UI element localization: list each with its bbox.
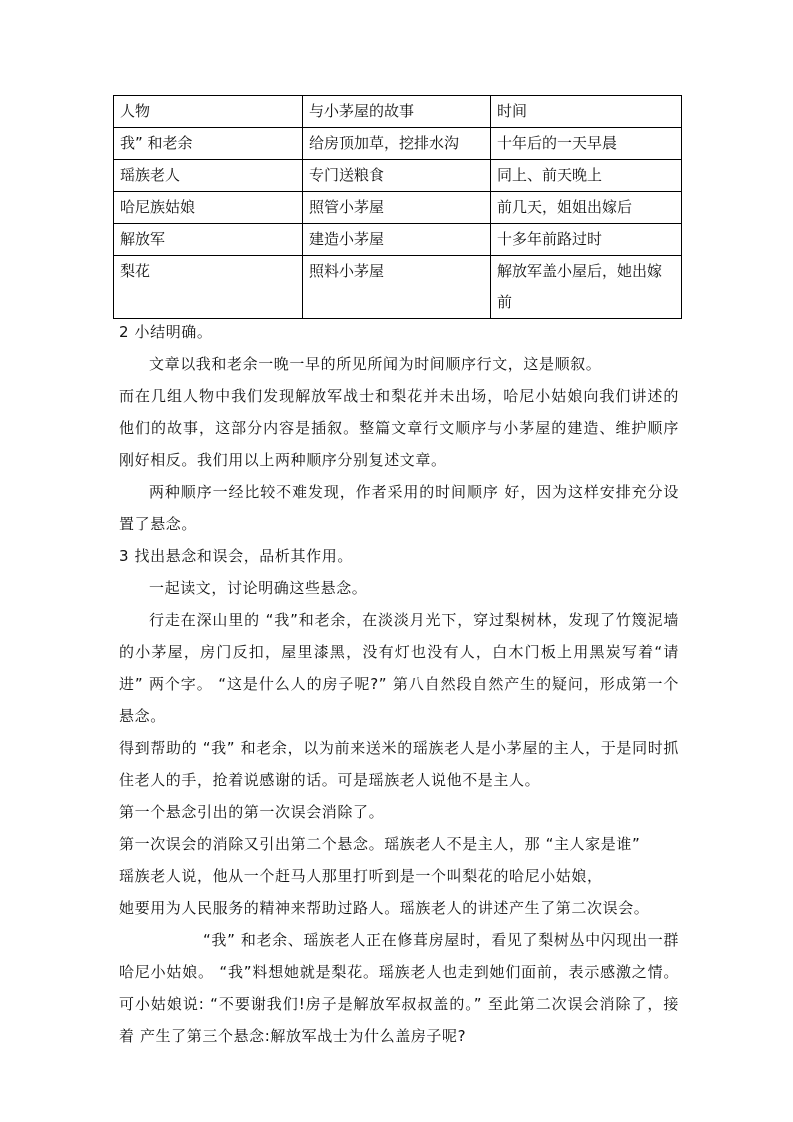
table-cell: 十多年前路过时 [491, 224, 682, 256]
table-cell: 照管小茅屋 [303, 192, 491, 224]
paragraph: 她要用为人民服务的精神来帮助过路人。瑶族老人的讲述产生了第二次误会。 [119, 899, 650, 917]
paragraph: 一起读文，讨论明确这些悬念。 [149, 579, 368, 597]
table-cell: 哈尼族姑娘 [114, 192, 303, 224]
table-header-row [114, 96, 682, 128]
paragraph: 两种顺序一经比较不难发现，作者采用的时间顺序 好，因为这样安排充分设置了悬念。 [119, 483, 679, 533]
paragraph: 第一次误会的消除又引出第二个悬念。瑶族老人不是主人，那 “主人家是谁” [119, 835, 641, 853]
table-cell: 梨花 [114, 256, 303, 319]
section-heading-suspense: 3 找出悬念和误会，品析其作用。 [119, 547, 353, 565]
table-row [114, 128, 682, 160]
table-cell: 前几天，姐姐出嫁后 [491, 192, 682, 224]
paragraph: 第一个悬念引出的第一次误会消除了。 [119, 803, 385, 821]
body-text [119, 316, 679, 1052]
table-row [114, 224, 682, 256]
table-cell: 我” 和老余 [114, 128, 303, 160]
table-cell: 十年后的一天早晨 [491, 128, 682, 160]
table-cell: 照料小茅屋 [303, 256, 491, 319]
header-time: 时间 [491, 96, 682, 128]
paragraph: 得到帮助的 “我” 和老余，以为前来送米的瑶族老人是小茅屋的主人，于是同时抓住老人的手，抢着说感谢的话。可是瑶族老人说他不是主人。 [119, 739, 679, 789]
table-row [114, 192, 682, 224]
header-person: 人物 [114, 96, 303, 128]
paragraph: 行走在深山里的 “我”和老余，在淡淡月光下，穿过梨树林，发现了竹篾泥墙的小茅屋，房门反扣，屋里漆黑，没有灯也没有人，白木门板上用黑炭写着“请进” 两个字。 “这是什么人的房子呢?” 第八自然段自然产生的疑问，形成第一个悬念。 [119, 611, 679, 725]
table-cell: 解放军盖小屋后，她出嫁前 [491, 256, 682, 319]
table-cell: 瑶族老人 [114, 160, 303, 192]
table-cell: 给房顶加草，挖排水沟 [303, 128, 491, 160]
table-cell: 专门送粮食 [303, 160, 491, 192]
paragraph: “我” 和老余、瑶族老人正在修葺房屋时，看见了梨树丛中闪现出一群哈尼小姑娘。 “我”料想她就是梨花。瑶族老人也走到她们面前，表示感激之情。可小姑娘说: “不要谢我们!房子是解放军叔叔盖的。” 至此第二次误会消除了，接着 产生了第三个悬念:解放军战士为什么盖房子呢? [119, 931, 679, 1045]
table-cell: 建造小茅屋 [303, 224, 491, 256]
table-row [114, 256, 682, 319]
story-table [113, 95, 682, 319]
table-row [114, 160, 682, 192]
paragraph: 瑶族老人说，他从一个赶马人那里打听到是一个叫梨花的哈尼小姑娘， [119, 867, 603, 885]
paragraph: 文章以我和老余一晚一早的所见所闻为时间顺序行文，这是顺叙。 [149, 355, 602, 373]
section-heading-summary: 2 小结明确。 [119, 323, 213, 341]
paragraph: 而在几组人物中我们发现解放军战士和梨花并未出场，哈尼小姑娘向我们讲述的他们的故事，这部分内容是插叙。整篇文章行文顺序与小茅屋的建造、维护顺序刚好相反。我们用以上两种顺序分别复述文章。 [119, 387, 679, 469]
table-cell: 同上、前天晚上 [491, 160, 682, 192]
header-story: 与小茅屋的故事 [303, 96, 491, 128]
table-cell: 解放军 [114, 224, 303, 256]
